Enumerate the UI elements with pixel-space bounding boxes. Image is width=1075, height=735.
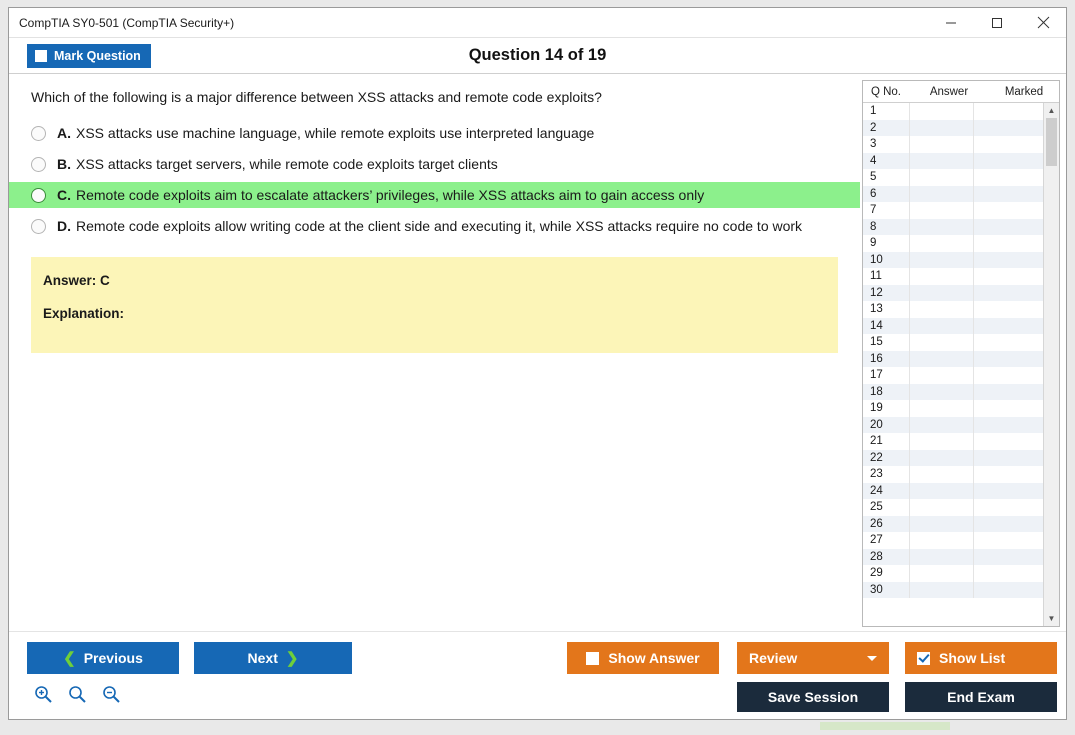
question-number: 29 <box>870 567 883 580</box>
option-c[interactable] <box>9 182 860 208</box>
question-answer-cell <box>909 120 973 137</box>
question-marked-cell <box>973 301 1043 318</box>
question-number: 1 <box>870 105 877 118</box>
next-button[interactable] <box>194 642 352 674</box>
question-list-panel <box>862 80 1060 627</box>
question-list-row[interactable] <box>863 120 1043 137</box>
question-number: 20 <box>870 418 883 431</box>
question-number: 10 <box>870 253 883 266</box>
question-number: 28 <box>870 550 883 563</box>
question-marked-cell <box>973 483 1043 500</box>
question-list-row[interactable] <box>863 219 1043 236</box>
question-marked-cell <box>973 549 1043 566</box>
question-number: 14 <box>870 319 883 332</box>
window-title: CompTIA SY0-501 (CompTIA Security+) <box>19 15 235 30</box>
radio-icon[interactable] <box>31 157 46 172</box>
question-answer-cell <box>909 334 973 351</box>
question-number: 3 <box>870 138 877 151</box>
question-list-row[interactable] <box>863 466 1043 483</box>
question-list-row[interactable] <box>863 417 1043 434</box>
question-answer-cell <box>909 565 973 582</box>
question-marked-cell <box>973 318 1043 335</box>
question-number: 2 <box>870 121 877 134</box>
column-header-marked: Marked <box>1004 85 1044 98</box>
close-icon[interactable] <box>1020 8 1066 37</box>
minimize-icon[interactable] <box>928 8 974 37</box>
question-answer-cell <box>909 549 973 566</box>
answer-value: Answer: C <box>43 273 110 289</box>
question-marked-cell <box>973 169 1043 186</box>
question-answer-cell <box>909 169 973 186</box>
option-letter: D. <box>57 218 71 235</box>
question-number: 17 <box>870 369 883 382</box>
option-letter: C. <box>57 187 71 204</box>
question-marked-cell <box>973 186 1043 203</box>
previous-label: Previous <box>83 650 143 666</box>
mark-question-checkbox-icon <box>35 50 47 62</box>
question-marked-cell <box>973 120 1043 137</box>
option-letter: A. <box>57 125 71 142</box>
review-label: Review <box>749 650 798 666</box>
question-answer-cell <box>909 532 973 549</box>
question-answer-cell <box>909 268 973 285</box>
question-list-body <box>863 103 1059 626</box>
option-text: XSS attacks use machine language, while remote exploits use interpreted language <box>76 125 595 142</box>
question-marked-cell <box>973 351 1043 368</box>
question-list-row[interactable] <box>863 301 1043 318</box>
save-session-label: Save Session <box>767 689 859 705</box>
question-marked-cell <box>973 565 1043 582</box>
question-answer-cell <box>909 466 973 483</box>
question-answer-cell <box>909 318 973 335</box>
question-marked-cell <box>973 103 1043 120</box>
question-list-row[interactable] <box>863 582 1043 599</box>
maximize-icon[interactable] <box>974 8 1020 37</box>
question-answer-cell <box>909 235 973 252</box>
option-b[interactable] <box>9 151 860 177</box>
question-number: 25 <box>870 501 883 514</box>
previous-button[interactable] <box>27 642 179 674</box>
question-list-row[interactable] <box>863 532 1043 549</box>
question-answer-cell <box>909 351 973 368</box>
question-number: 8 <box>870 220 877 233</box>
mark-question-button[interactable] <box>27 44 151 68</box>
question-answer-cell <box>909 433 973 450</box>
question-list-scrollbar[interactable] <box>1043 103 1059 626</box>
question-marked-cell <box>973 235 1043 252</box>
question-number: 26 <box>870 517 883 530</box>
option-a[interactable] <box>9 120 860 146</box>
question-answer-cell <box>909 103 973 120</box>
review-dropdown[interactable] <box>737 642 889 674</box>
show-answer-label: Show Answer <box>608 650 700 666</box>
option-text: Remote code exploits allow writing code at the client side and executing it, while XSS attacks require no code to work <box>76 218 803 235</box>
question-answer-cell <box>909 400 973 417</box>
question-marked-cell <box>973 400 1043 417</box>
question-answer-cell <box>909 499 973 516</box>
zoom-controls <box>33 684 121 704</box>
question-answer-cell <box>909 516 973 533</box>
question-list-row[interactable] <box>863 433 1043 450</box>
save-session-button[interactable] <box>737 682 889 712</box>
show-answer-checkbox-icon <box>586 652 599 665</box>
question-list-row[interactable] <box>863 235 1043 252</box>
question-list-row[interactable] <box>863 384 1043 401</box>
question-answer-cell <box>909 367 973 384</box>
next-label: Next <box>247 650 278 666</box>
question-number: 13 <box>870 303 883 316</box>
desktop-edge-strip <box>820 722 950 730</box>
question-answer-cell <box>909 301 973 318</box>
scroll-thumb[interactable] <box>1046 118 1057 166</box>
question-number: 27 <box>870 534 883 547</box>
mark-question-label: Mark Question <box>54 48 141 63</box>
question-number: 21 <box>870 435 883 448</box>
question-list-row[interactable] <box>863 516 1043 533</box>
question-list-row[interactable] <box>863 268 1043 285</box>
question-number: 19 <box>870 402 883 415</box>
question-marked-cell <box>973 466 1043 483</box>
end-exam-label: End Exam <box>947 689 1015 705</box>
question-number: 15 <box>870 336 883 349</box>
option-letter: B. <box>57 156 71 173</box>
question-number: 24 <box>870 484 883 497</box>
question-number: 22 <box>870 451 883 464</box>
show-list-checkbox-icon <box>917 652 930 665</box>
question-marked-cell <box>973 252 1043 269</box>
question-rows[interactable] <box>863 103 1043 626</box>
question-list-row[interactable] <box>863 400 1043 417</box>
scroll-down-icon[interactable]: ▼ <box>1047 614 1056 623</box>
question-list-row[interactable] <box>863 483 1043 500</box>
question-list-row[interactable] <box>863 169 1043 186</box>
question-marked-cell <box>973 516 1043 533</box>
question-marked-cell <box>973 136 1043 153</box>
page-title: Question 14 of 19 <box>468 46 607 64</box>
explanation-label: Explanation: <box>43 306 125 322</box>
question-answer-cell <box>909 136 973 153</box>
zoom-reset-icon[interactable] <box>67 684 87 704</box>
column-header-answer: Answer <box>929 85 969 98</box>
scroll-up-icon[interactable]: ▲ <box>1047 106 1056 115</box>
question-marked-cell <box>973 433 1043 450</box>
question-answer-cell <box>909 202 973 219</box>
question-marked-cell <box>973 334 1043 351</box>
question-list-row[interactable] <box>863 450 1043 467</box>
question-marked-cell <box>973 417 1043 434</box>
question-marked-cell <box>973 268 1043 285</box>
question-answer-cell <box>909 153 973 170</box>
question-marked-cell <box>973 499 1043 516</box>
question-answer-cell <box>909 384 973 401</box>
exam-footer <box>9 631 1066 719</box>
answer-panel <box>31 257 838 353</box>
chevron-down-icon <box>867 656 877 661</box>
question-answer-cell <box>909 252 973 269</box>
exam-window <box>8 7 1067 720</box>
radio-icon[interactable] <box>31 219 46 234</box>
options-list <box>9 120 860 239</box>
chevron-left-icon: ❮ <box>63 650 76 667</box>
question-marked-cell <box>973 367 1043 384</box>
question-marked-cell <box>973 153 1043 170</box>
question-list-row[interactable] <box>863 367 1043 384</box>
option-text: Remote code exploits aim to escalate attackers’ privileges, while XSS attacks aim to gain access only <box>76 187 705 204</box>
question-marked-cell <box>973 384 1043 401</box>
zoom-in-icon[interactable] <box>33 684 53 704</box>
question-list-header <box>863 81 1059 103</box>
question-marked-cell <box>973 202 1043 219</box>
question-marked-cell <box>973 219 1043 236</box>
question-list-row[interactable] <box>863 318 1043 335</box>
option-text: XSS attacks target servers, while remote code exploits target clients <box>76 156 498 173</box>
question-number: 4 <box>870 154 877 167</box>
question-answer-cell <box>909 417 973 434</box>
question-list-row[interactable] <box>863 565 1043 582</box>
question-answer-cell <box>909 186 973 203</box>
question-marked-cell <box>973 450 1043 467</box>
question-list-row[interactable] <box>863 252 1043 269</box>
question-number: 23 <box>870 468 883 481</box>
question-list-row[interactable] <box>863 334 1043 351</box>
titlebar <box>9 8 1066 38</box>
question-marked-cell <box>973 582 1043 599</box>
question-list-row[interactable] <box>863 186 1043 203</box>
question-answer-cell <box>909 450 973 467</box>
question-answer-cell <box>909 483 973 500</box>
question-answer-cell <box>909 219 973 236</box>
question-answer-cell <box>909 285 973 302</box>
end-exam-button[interactable] <box>905 682 1057 712</box>
question-list-row[interactable] <box>863 136 1043 153</box>
question-pane <box>9 74 860 631</box>
question-number: 12 <box>870 286 883 299</box>
question-list-row[interactable] <box>863 153 1043 170</box>
radio-icon[interactable] <box>31 188 46 203</box>
question-list-row[interactable] <box>863 549 1043 566</box>
question-number: 6 <box>870 187 877 200</box>
question-answer-cell <box>909 582 973 599</box>
question-number: 16 <box>870 352 883 365</box>
show-list-button[interactable] <box>905 642 1057 674</box>
question-marked-cell <box>973 532 1043 549</box>
zoom-out-icon[interactable] <box>101 684 121 704</box>
show-answer-button[interactable] <box>567 642 719 674</box>
question-number: 18 <box>870 385 883 398</box>
exam-header <box>9 38 1066 74</box>
question-number: 5 <box>870 171 877 184</box>
question-list-row[interactable] <box>863 103 1043 120</box>
question-number: 30 <box>870 583 883 596</box>
exam-body <box>9 74 1066 631</box>
question-number: 11 <box>870 270 882 283</box>
question-list-row[interactable] <box>863 202 1043 219</box>
show-list-label: Show List <box>939 650 1006 666</box>
question-list-row[interactable] <box>863 285 1043 302</box>
question-text: Which of the following is a major difference between XSS attacks and remote code exploits? <box>31 89 602 105</box>
question-number: 9 <box>870 237 877 250</box>
chevron-right-icon: ❯ <box>285 650 299 667</box>
question-list-row[interactable] <box>863 351 1043 368</box>
scroll-track[interactable] <box>1044 118 1059 611</box>
column-header-qno: Q No. <box>870 85 902 98</box>
question-list-row[interactable] <box>863 499 1043 516</box>
question-marked-cell <box>973 285 1043 302</box>
question-number: 7 <box>870 204 877 217</box>
option-d[interactable] <box>9 213 860 239</box>
radio-icon[interactable] <box>31 126 46 141</box>
